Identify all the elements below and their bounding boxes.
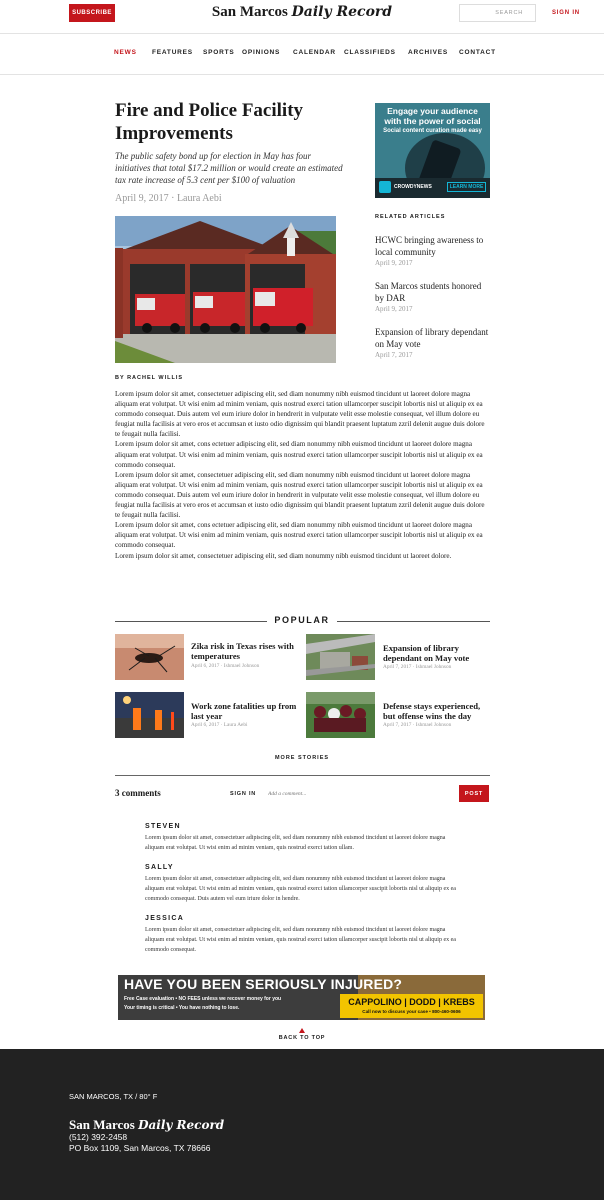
related-article-link[interactable]: Expansion of library dependant on May vote	[375, 327, 489, 349]
nav-divider	[0, 74, 604, 75]
popular-headline[interactable]: Zika risk in Texas rises with temperatures	[191, 641, 294, 661]
comments-divider	[115, 775, 490, 776]
sidebar-ad-brand: CROWDYNEWS	[394, 184, 432, 190]
masthead-part1: San Marcos	[211, 4, 288, 20]
banner-ad-cta: Call now to discuss your case • 800-460-0606	[362, 1009, 461, 1014]
comment-text: Lorem ipsum dolor sit amet, consectetuer adipiscing elit, sed diam nonummy nibh euismod tincidunt ut laoreet dolore magna aliquam erat volutpat. Ut wisi enim ad minim veniam, quis nostrud exerci tation ullamcorper suscipit lobortis nisl ut aliquip ex ea commodo consequat.	[145, 927, 456, 954]
nav-item-contact[interactable]: CONTACT	[459, 49, 496, 56]
back-to-top-label: BACK TO TOP	[278, 1035, 326, 1041]
sidebar-ad-cta-button[interactable]: LEARN MORE	[447, 182, 486, 192]
comment-text: Lorem ipsum dolor sit amet, consectetuer adipiscing elit, sed diam nonummy nibh euismod tincidunt ut laoreet dolore magna aliquam erat volutpat. Ut wisi enim ad minim veniam, quis nostrud exerci tation ullamcorper suscipit lobortis nisl ut aliquip ex ea commodo consequat. Duis autem vel eum iriure dolor in hendre.	[145, 876, 456, 903]
related-article-date: April 9, 2017	[375, 259, 413, 267]
more-stories-link[interactable]: MORE STORIES	[274, 755, 330, 761]
popular-meta: April 7, 2017 · Ishmael Johnson	[383, 722, 452, 728]
nav-item-opinions[interactable]: OPINIONS	[242, 49, 281, 56]
comment-input[interactable]	[266, 786, 449, 802]
popular-headline[interactable]: Expansion of library dependant on May vote	[383, 643, 470, 663]
popular-thumbnail[interactable]	[306, 692, 375, 738]
banner-ad-line2: Your timing is critical • You have nothing to lose.	[124, 1005, 240, 1011]
footer-phone: (512) 392-2458	[69, 1132, 128, 1142]
footer-name-part2: Daily Record	[138, 1118, 225, 1132]
sidebar-ad[interactable]	[375, 103, 490, 198]
signin-link[interactable]: SIGN IN	[552, 10, 580, 16]
banner-ad-line1: Free Case evaluation • NO FEES unless we recover money for you	[124, 996, 282, 1002]
sidebar-ad-line2: with the power of social	[384, 116, 481, 126]
article-paragraph: Lorem ipsum dolor sit amet, consectetuer adipiscing elit, sed diam nonummy nibh euismod tincidunt ut laoreet dolore magna aliquam erat volutpat. Ut wisi enim ad minim veniam, quis nostrud exerci tation ullamcorper suscipit lobortis nisl ut aliquip ex ea commodo consequat. Duis autem vel eum iriure dolor in hendrerit in vulputate velit esse molestie consequat, vel illum dolore eu feugiat nulla facilisis at vero eros et accumsan et iusto odio dignissim qui blandit praesent luptatum zzril delenit augue duis dolore te feugait nulla facilisi.	[115, 470, 485, 520]
search-placeholder: SEARCH	[495, 10, 523, 16]
comment-author: SALLY	[145, 864, 174, 871]
crowdynews-logo-icon	[379, 181, 391, 193]
related-articles-title: RELATED ARTICLES	[375, 214, 446, 220]
masthead-part2: Daily Record	[291, 4, 393, 20]
back-to-top-link[interactable]	[0, 1028, 604, 1041]
comment-author: STEVEN	[145, 823, 181, 830]
banner-ad-headline: HAVE YOU BEEN SERIOUSLY INJURED?	[124, 976, 403, 992]
popular-thumbnail[interactable]	[115, 692, 184, 738]
sidebar-ad-line3: Social content curation made easy	[383, 128, 482, 134]
nav-item-classifieds[interactable]: CLASSIFIEDS	[344, 49, 396, 56]
article-hero-image	[115, 216, 336, 363]
subscribe-button[interactable]: SUBSCRIBE	[69, 4, 115, 22]
up-arrow-icon	[299, 1028, 305, 1033]
search-input[interactable]	[459, 4, 536, 22]
related-article-date: April 7, 2017	[375, 351, 413, 359]
banner-ad-firm-box	[340, 994, 483, 1018]
sidebar-ad-line1: Engage your audience	[387, 106, 478, 116]
popular-headline[interactable]: Defense stays experienced, but offense wins the day	[383, 701, 481, 721]
footer-name-part1: San Marcos	[69, 1117, 135, 1132]
related-article-link[interactable]: San Marcos students honored by DAR	[375, 281, 482, 303]
article-byline: BY RACHEL WILLIS	[115, 375, 184, 381]
article-paragraph: Lorem ipsum dolor sit amet, consectetuer adipiscing elit, sed diam nonummy nibh euismod tincidunt ut laoreet dolore magna aliquam erat volutpat. Ut wisi enim ad minim veniam, quis nostrud exerci tation ullamcorper suscipit lobortis nisl ut aliquip ex ea commodo consequat. Duis autem vel eum iriure dolor in hendrerit in vulputate velit esse molestie consequat, vel illum dolore eu feugiat nulla facilisis at vero eros et accumsan et iusto odio dignissim qui blandit praesent luptatum zzril delenit augue duis dolore te feugait nulla facilisi.	[115, 390, 485, 439]
nav-item-news[interactable]: NEWS	[114, 49, 137, 56]
article-body	[115, 389, 490, 561]
popular-meta: April 6, 2017 · Ishmael Johnson	[191, 663, 260, 669]
article-dateline: April 9, 2017 · Laura Aebi	[115, 193, 222, 204]
nav-item-calendar[interactable]: CALENDAR	[293, 49, 336, 56]
comment-text: Lorem ipsum dolor sit amet, consectetuer adipiscing elit, sed diam nonummy nibh euismod tincidunt ut laoreet dolore magna aliquam erat volutpat. Ut wisi enim ad minim veniam, quis nostrud exerci tation ullam.	[145, 835, 446, 852]
article-title: Fire and Police Facility Improvements	[115, 100, 304, 144]
banner-ad-firm: CAPPOLINO | DODD | KREBS	[348, 997, 475, 1007]
comment-author: JESSICA	[145, 915, 185, 922]
comments-signin-link[interactable]: SIGN IN	[230, 791, 257, 797]
footer-address: PO Box 1109, San Marcos, TX 78666	[69, 1143, 211, 1153]
footer-weather: SAN MARCOS, TX / 80° F	[69, 1092, 158, 1101]
article-paragraph: Lorem ipsum dolor sit amet, consectetuer adipiscing elit, sed diam nonummy nibh euismod tincidunt ut laoreet dolore.	[115, 551, 452, 560]
footer-logo[interactable]	[69, 1117, 224, 1133]
popular-title: POPULAR	[274, 615, 330, 625]
nav-item-archives[interactable]: ARCHIVES	[408, 49, 448, 56]
popular-thumbnail[interactable]	[115, 634, 184, 680]
popular-meta: April 7, 2017 · Ishmael Johnson	[383, 664, 452, 670]
article-subtitle: The public safety bond up for election in May has four initiatives that total $17.2 million or would create an estimated tax rate increase of 5.3 cent per $100 of valuation	[115, 151, 343, 185]
banner-ad[interactable]	[118, 975, 485, 1020]
popular-meta: April 6, 2017 · Laura Aebi	[191, 722, 248, 728]
comments-count: 3 comments	[115, 788, 161, 798]
post-comment-button[interactable]: POST	[459, 785, 489, 802]
related-article-link[interactable]: HCWC bringing awareness to local community	[375, 235, 484, 257]
popular-thumbnail[interactable]	[306, 634, 375, 680]
header-divider	[0, 33, 604, 34]
nav-item-sports[interactable]: SPORTS	[203, 49, 235, 56]
article-paragraph: Lorem ipsum dolor sit amet, cons ectetuer adipiscing elit, sed diam nonummy nibh euismod tincidunt ut laoreet dolore magna aliquam erat volutpat. Ut wisi enim ad minim veniam, quis nostrud exerci tation ullamcorper suscipit lobortis nisl ut aliquip ex ea commodo consequat.	[115, 440, 483, 469]
nav-item-features[interactable]: FEATURES	[152, 49, 193, 56]
article-paragraph: Lorem ipsum dolor sit amet, cons ectetuer adipiscing elit, sed diam nonummy nibh euismod tincidunt ut laoreet dolore magna aliquam erat volutpat. Ut wisi enim ad minim veniam, quis nostrud exerci tation ullamcorper suscipit lobortis nisl ut aliquip ex ea commodo consequat.	[115, 521, 483, 550]
popular-headline[interactable]: Work zone fatalities up from last year	[191, 701, 297, 721]
related-article-date: April 9, 2017	[375, 305, 413, 313]
